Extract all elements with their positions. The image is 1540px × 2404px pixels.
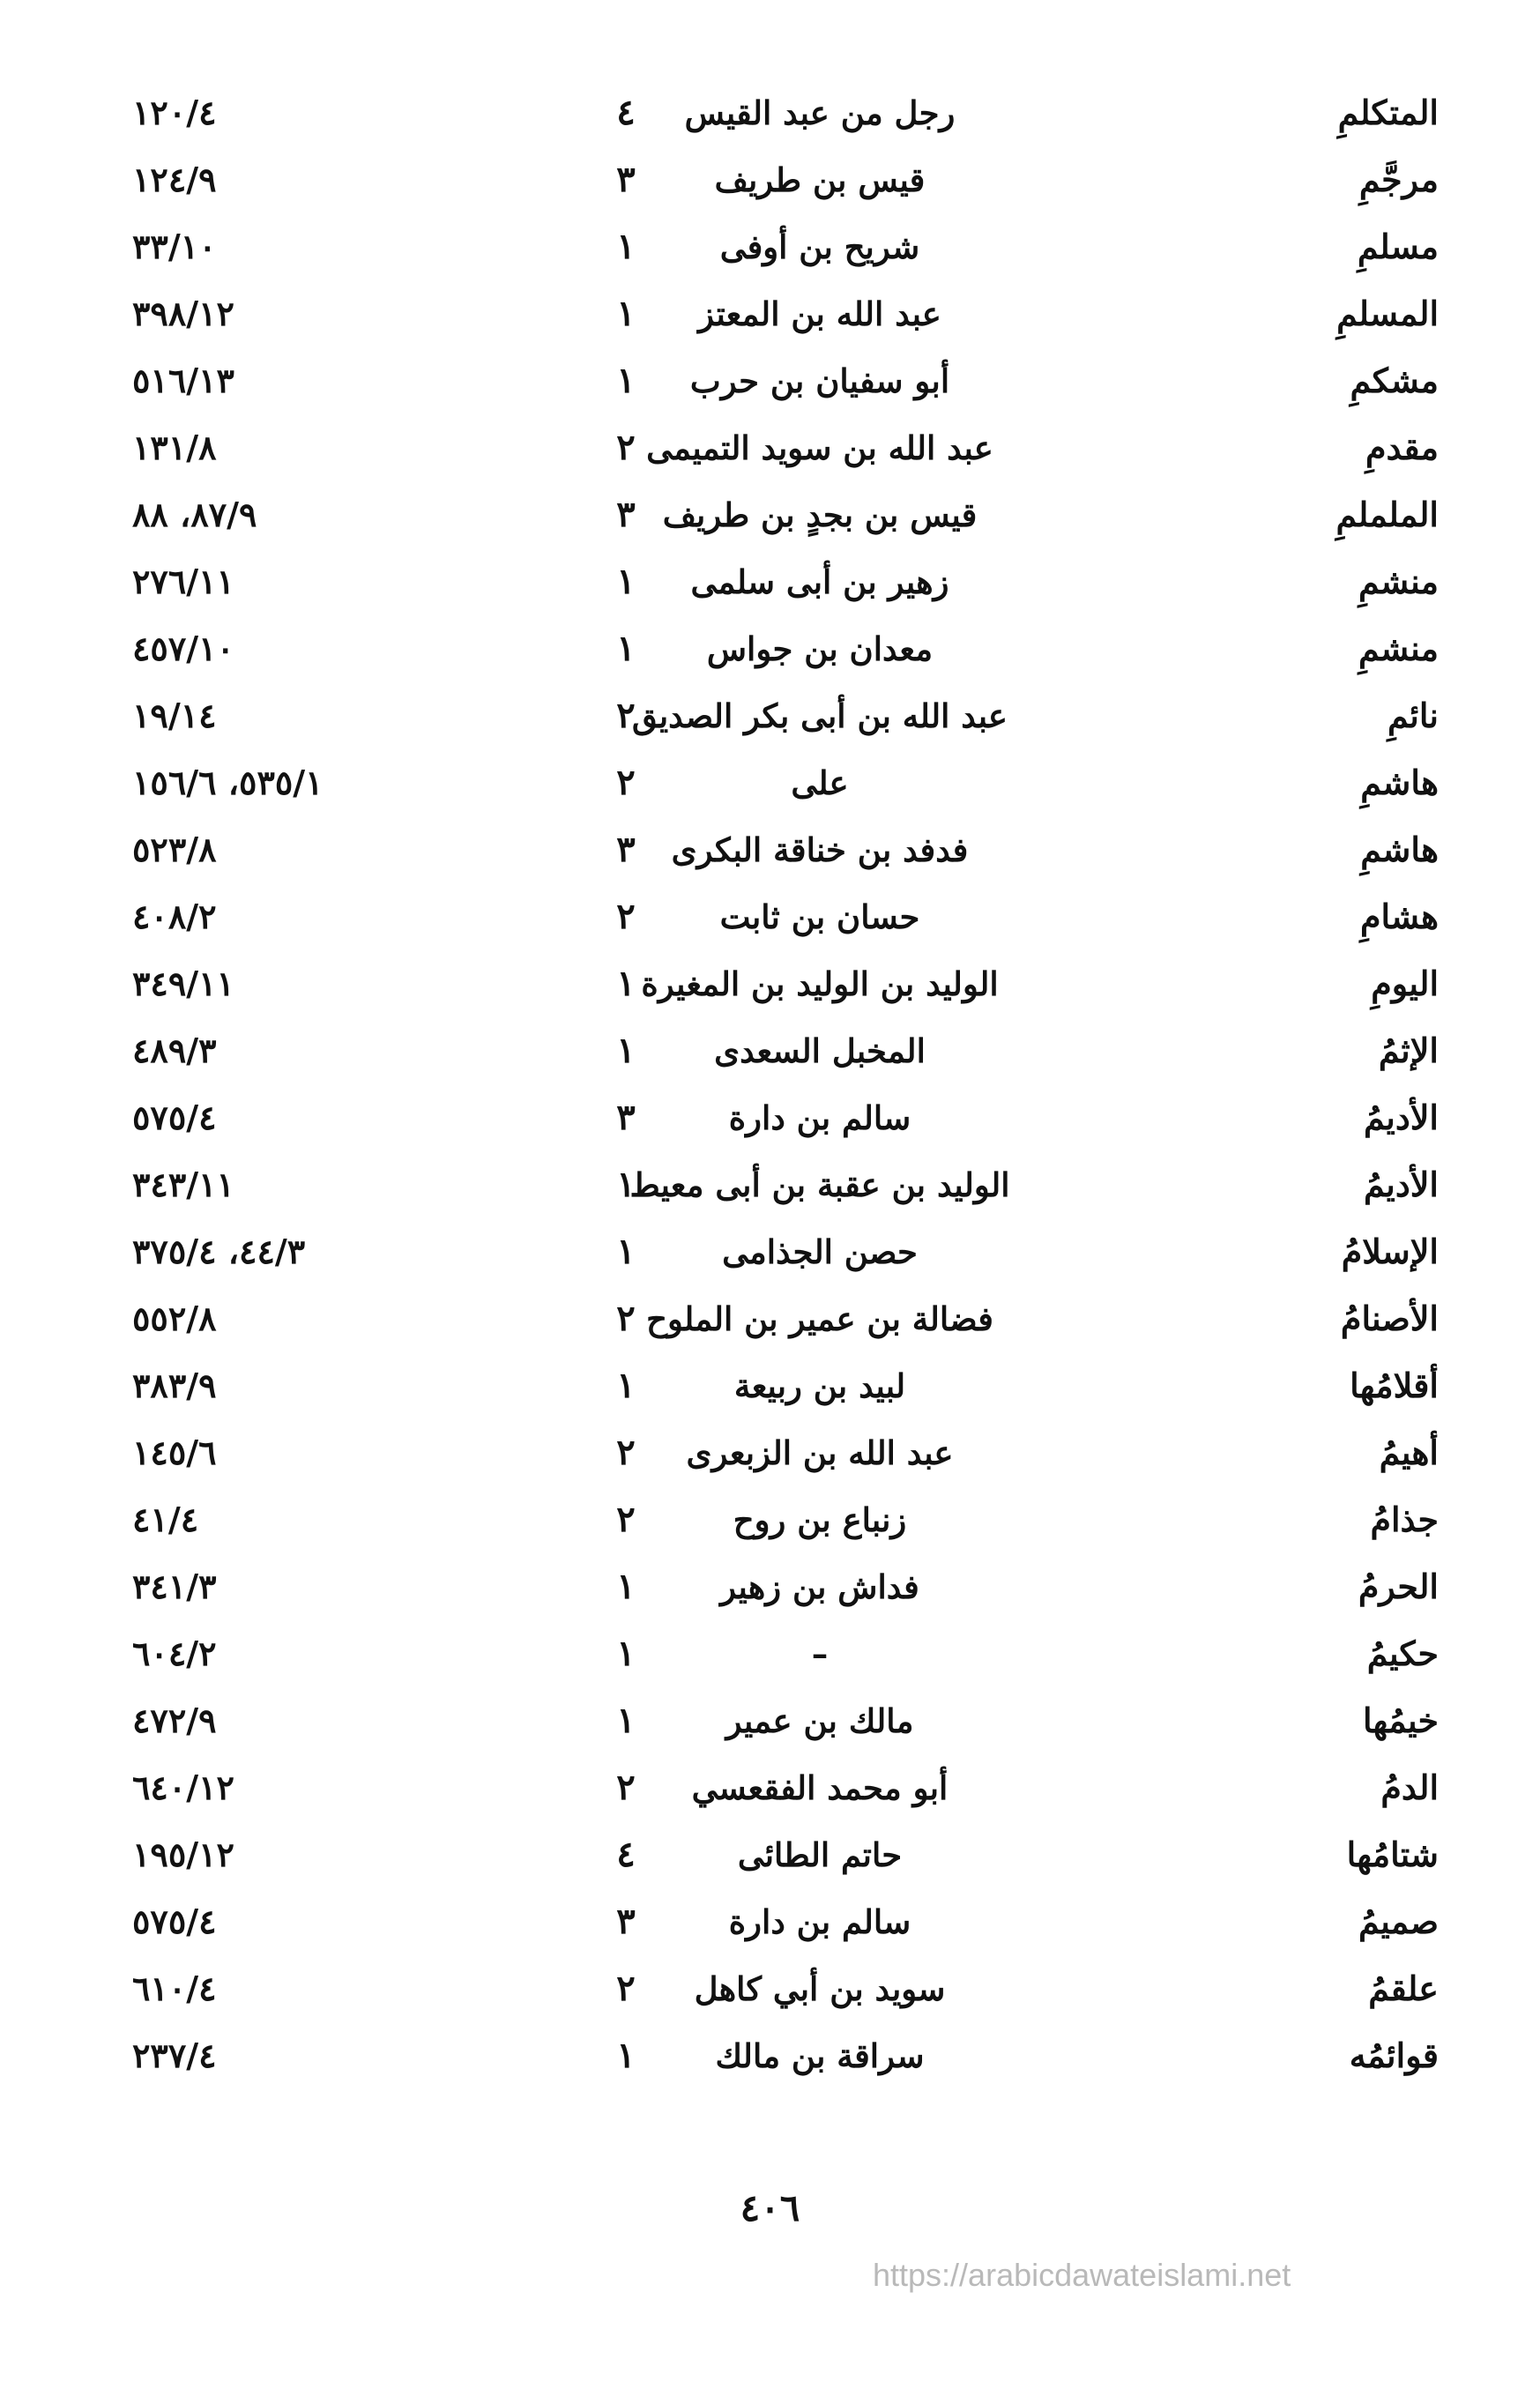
poet-name: فدفد بن خناقة البكرى [671, 830, 969, 869]
rhyme-word: الدمُ [1380, 1768, 1439, 1807]
verse-count: ٢ [616, 1499, 636, 1540]
volume-page-reference: ١٢٠/٤ [132, 93, 217, 132]
table-row [0, 1687, 1540, 1754]
verse-count: ١ [616, 963, 636, 1004]
table-row [0, 347, 1540, 414]
poet-name: سالم بن دارة [728, 1098, 911, 1137]
volume-page-reference: ٥٧٥/٤ [132, 1098, 217, 1137]
table-row [0, 615, 1540, 682]
verse-count: ٢ [616, 896, 636, 937]
poet-name: عبد الله بن المعتز [698, 294, 941, 333]
rhyme-word: الحرمُ [1358, 1567, 1439, 1606]
poet-name: سراقة بن مالك [715, 2036, 925, 2075]
rhyme-word: هشامِ [1359, 897, 1439, 936]
verse-count: ١ [616, 293, 636, 334]
table-row [0, 481, 1540, 548]
poet-name: – [811, 1634, 829, 1673]
verse-count: ٤ [616, 1834, 636, 1875]
table-row [0, 2022, 1540, 2089]
verse-count: ١ [616, 1633, 636, 1674]
verse-count: ٣ [616, 494, 636, 535]
verse-count: ٣ [616, 1097, 636, 1138]
rhyme-word: جذامُ [1370, 1500, 1439, 1539]
table-row [0, 79, 1540, 146]
rhyme-word: مقدمِ [1365, 428, 1439, 467]
rhyme-word: خيمُها [1362, 1701, 1439, 1740]
verse-count: ٢ [616, 1968, 636, 2009]
poet-name: زنباع بن روح [733, 1500, 907, 1539]
poet-name: عبد الله بن الزبعرى [686, 1433, 954, 1472]
poet-name: الوليد بن الوليد بن المغيرة [641, 964, 999, 1003]
table-row [0, 213, 1540, 280]
volume-page-reference: ٤١/٤ [132, 1500, 199, 1539]
table-row [0, 1888, 1540, 1955]
volume-page-reference: ١٩/١٤ [132, 696, 217, 735]
volume-page-reference: ٣٨٣/٩ [132, 1366, 217, 1405]
rhyme-word: اليومِ [1371, 964, 1439, 1003]
verse-count: ١ [616, 226, 636, 267]
volume-page-reference: ٥٥٢/٨ [132, 1299, 217, 1338]
verse-count: ٢ [616, 762, 636, 803]
rhyme-word: صميمُ [1358, 1902, 1439, 1941]
rhyme-word: مسلمِ [1357, 227, 1439, 266]
poet-name: قيس بن طريف [714, 160, 926, 199]
volume-page-reference: ١٤٥/٦ [132, 1433, 217, 1472]
poet-name: لبيد بن ربيعة [733, 1366, 906, 1405]
volume-page-reference: ٦٠٤/٢ [132, 1634, 217, 1673]
volume-page-reference: ٢٧٦/١١ [132, 562, 234, 601]
table-row [0, 1017, 1540, 1084]
rhyme-word: المسلمِ [1336, 294, 1439, 333]
table-row [0, 1151, 1540, 1218]
watermark-url: https://arabicdawateislami.net [873, 2257, 1291, 2293]
table-row [0, 883, 1540, 950]
verse-count: ١ [616, 1030, 636, 1071]
poet-name: سالم بن دارة [728, 1902, 911, 1941]
volume-page-reference: ٦١٠/٤ [132, 1969, 217, 2008]
verse-count: ١ [616, 1164, 636, 1205]
rhyme-word: نائمِ [1387, 696, 1439, 735]
volume-page-reference: ٤٧٢/٩ [132, 1701, 217, 1740]
rhyme-word: الأديمُ [1363, 1165, 1439, 1204]
rhyme-word: منشمِ [1358, 629, 1439, 668]
poet-name: فداش بن زهير [720, 1567, 919, 1606]
poet-name: زهير بن أبى سلمى [690, 562, 949, 601]
rhyme-word: المتكلمِ [1337, 93, 1439, 132]
poet-name: أبو سفيان بن حرب [689, 361, 950, 400]
verse-count: ١ [616, 561, 636, 602]
verse-count: ٣ [616, 829, 636, 870]
table-row [0, 1352, 1540, 1419]
table-row [0, 816, 1540, 883]
poet-name: عبد الله بن أبى بكر الصديق [632, 696, 1008, 735]
volume-page-reference: ١٣١/٨ [132, 428, 217, 467]
volume-page-reference: ٥٧٥/٤ [132, 1902, 217, 1941]
poet-name: حصن الجذامى [722, 1232, 918, 1271]
table-row [0, 1754, 1540, 1821]
rhyme-word: أهيمُ [1379, 1433, 1439, 1472]
table-row [0, 682, 1540, 749]
rhyme-word: الململمِ [1335, 495, 1439, 534]
volume-page-reference: ٤٨٩/٣ [132, 1031, 217, 1070]
table-row [0, 1821, 1540, 1888]
verse-count: ١ [616, 1365, 636, 1406]
rhyme-word: هاشمِ [1360, 763, 1439, 802]
rhyme-word: منشمِ [1358, 562, 1439, 601]
table-row [0, 146, 1540, 213]
rhyme-word: الإسلامُ [1341, 1232, 1439, 1271]
table-row [0, 548, 1540, 615]
volume-page-reference: ٤٥٧/١٠ [132, 629, 234, 668]
verse-count: ٢ [616, 1767, 636, 1808]
poet-name: رجل من عبد القيس [684, 93, 956, 132]
table-row [0, 1285, 1540, 1352]
rhyme-word: قوائمُه [1349, 2036, 1439, 2075]
poet-name: قيس بن بجدٍ بن طريف [662, 495, 978, 534]
volume-page-reference: ٥٢٣/٨ [132, 830, 217, 869]
poet-name: حسان بن ثابت [719, 897, 920, 936]
volume-page-reference: ٣٤٣/١١ [132, 1165, 234, 1204]
poet-name: مالك بن عمير [725, 1701, 914, 1740]
rhyme-word: الأديمُ [1363, 1098, 1439, 1137]
poet-name: شريح بن أوفى [719, 227, 920, 266]
rhyme-word: هاشمِ [1360, 830, 1439, 869]
verse-count: ٣ [616, 1901, 636, 1942]
table-row [0, 280, 1540, 347]
table-row [0, 950, 1540, 1017]
volume-page-reference: ١٢٤/٩ [132, 160, 217, 199]
volume-page-reference: ٣٣/١٠ [132, 227, 217, 266]
verse-count: ١ [616, 1700, 636, 1741]
rhyme-word: مشكمِ [1350, 361, 1439, 400]
poet-name: أبو محمد الفقعسي [691, 1768, 949, 1807]
table-row [0, 1486, 1540, 1553]
verse-count: ١ [616, 1566, 636, 1607]
volume-page-reference: ٢٣٧/٤ [132, 2036, 217, 2075]
table-row [0, 749, 1540, 816]
page-number: ٤٠٦ [740, 2186, 800, 2229]
verse-count: ٣ [616, 159, 636, 200]
poet-name: الوليد بن عقبة بن أبى معيط [629, 1165, 1010, 1204]
poet-name: المخبل السعدى [714, 1031, 926, 1070]
volume-page-reference: ١٩٥/١٢ [132, 1835, 234, 1874]
rhyme-word: الأصنامُ [1340, 1299, 1439, 1338]
rhyme-word: حكيمُ [1366, 1634, 1439, 1673]
verse-count: ١ [616, 2035, 636, 2076]
table-row [0, 1620, 1540, 1687]
rhyme-word: الإثمُ [1378, 1031, 1439, 1070]
table-row [0, 1553, 1540, 1620]
rhyme-word: مرجَّمِ [1358, 160, 1439, 199]
volume-page-reference: ٨٧/٩، ٨٨ [132, 495, 257, 534]
poet-name: فضالة بن عمير بن الملوح [646, 1299, 993, 1338]
table-row [0, 1419, 1540, 1486]
poet-name: حاتم الطائى [737, 1835, 903, 1874]
volume-page-reference: ٥٣٥/١، ١٥٦/٦ [132, 763, 324, 802]
index-table [0, 79, 1540, 2089]
volume-page-reference: ٥١٦/١٣ [132, 361, 234, 400]
poet-name: سويد بن أبي كاهل [694, 1969, 946, 2008]
rhyme-word: شتامُها [1346, 1835, 1439, 1874]
verse-count: ٢ [616, 427, 636, 468]
verse-count: ٢ [616, 1432, 636, 1473]
poet-name: عبد الله بن سويد التميمى [646, 428, 993, 467]
verse-count: ٢ [616, 1298, 636, 1339]
verse-count: ١ [616, 360, 636, 401]
volume-page-reference: ٣٤٩/١١ [132, 964, 234, 1003]
verse-count: ٤ [616, 92, 636, 133]
table-row [0, 414, 1540, 481]
volume-page-reference: ٤٤/٣، ٣٧٥/٤ [132, 1232, 306, 1271]
table-row [0, 1218, 1540, 1285]
rhyme-word: علقمُ [1368, 1969, 1439, 2008]
volume-page-reference: ٦٤٠/١٢ [132, 1768, 234, 1807]
verse-count: ١ [616, 1231, 636, 1272]
volume-page-reference: ٣٤١/٣ [132, 1567, 217, 1606]
poet-name: على [791, 763, 849, 802]
volume-page-reference: ٣٩٨/١٢ [132, 294, 234, 333]
table-row [0, 1955, 1540, 2022]
table-row [0, 1084, 1540, 1151]
verse-count: ٢ [616, 695, 636, 736]
verse-count: ١ [616, 628, 636, 669]
volume-page-reference: ٤٠٨/٢ [132, 897, 217, 936]
rhyme-word: أقلامُها [1350, 1366, 1439, 1405]
poet-name: معدان بن جواس [706, 629, 934, 668]
